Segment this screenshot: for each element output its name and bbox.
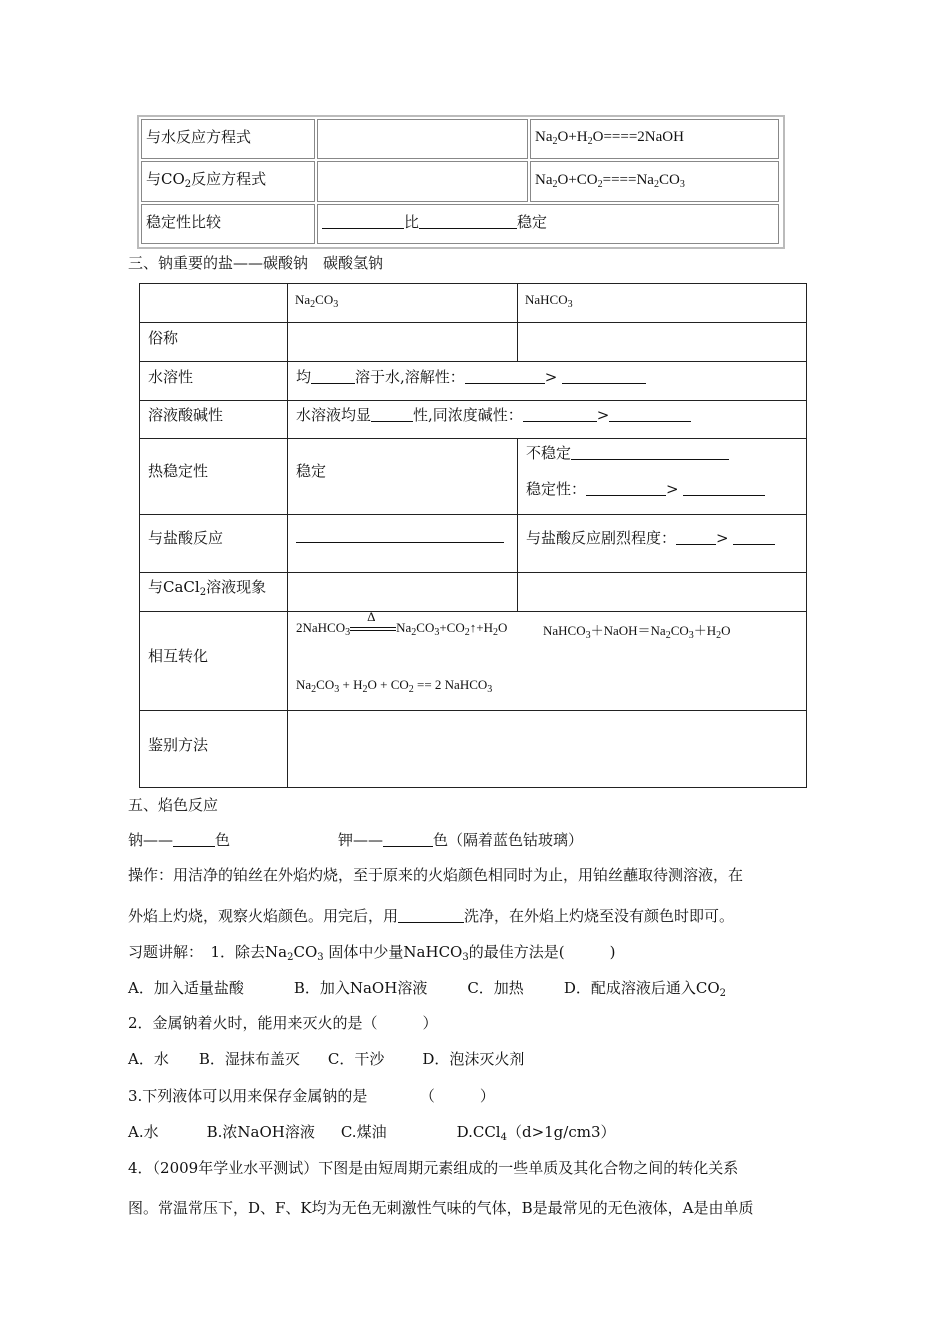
operation-line-2: 外焰上灼烧，观察火焰颜色。用完后，用 洗净，在外焰上灼烧至没有颜色时即可。 <box>128 907 735 925</box>
row-label-thermal: 热稳定性 <box>148 462 209 480</box>
thermal-nahco3-line2: 稳定性： > <box>526 478 765 499</box>
row-label-conversion: 相互转化 <box>148 647 209 665</box>
question-3: 3.下列液体可以用来保存金属钠的是 （ ） <box>128 1087 495 1105</box>
option-d: D．泡沫灭火剂 <box>422 1050 525 1068</box>
option-c: C．干沙 <box>327 1050 385 1068</box>
delta-symbol: Δ <box>367 609 376 625</box>
row-label-identify: 鉴别方法 <box>148 736 209 754</box>
conversion-equation-3: $Na_2CO_3 + H_2O + CO_2 == 2$ NaHCO$_3$ <box>296 677 493 695</box>
question-4-line-1: 4．（2009年学业水平测试）下图是由短周期元素组成的一些单质及其化合物之间的转化关系 <box>128 1159 739 1177</box>
question-2: 2．金属钠着火时，能用来灭火的是（ ） <box>128 1014 438 1032</box>
header-na2co3: $Na_2CO_3$ <box>295 292 339 310</box>
question-3-options <box>128 1121 616 1143</box>
table-cell-empty <box>317 119 528 159</box>
table-cell-stability: 比 稳定 <box>317 204 779 244</box>
section-title-3: 三、钠重要的盐——碳酸钠 碳酸氢钠 <box>128 254 384 272</box>
option-d: D.CCl$_4$（d>1g/cm3） <box>456 1123 616 1143</box>
row-label-acidbase: 溶液酸碱性 <box>148 406 224 424</box>
thermal-nahco3-line1: 不稳定 <box>526 442 729 463</box>
row-label-hcl: 与盐酸反应 <box>148 529 224 547</box>
thermal-na2co3: 稳定 <box>296 462 327 480</box>
hcl-na2co3-blank <box>296 527 504 545</box>
table-cell-equation: $Na_2O+H_2O====2NaOH$ <box>530 119 779 159</box>
table-cell-label: 与水反应方程式 <box>141 119 315 159</box>
option-c: C．加热 <box>467 979 524 997</box>
header-nahco3: NaHCO$_3$ <box>525 292 573 310</box>
option-b: B．湿抹布盖灭 <box>198 1050 300 1068</box>
section-title-5: 五、焰色反应 <box>128 796 219 814</box>
operation-line-1: 操作：用洁净的铂丝在外焰灼烧，至于原来的火焰颜色相同时为止，用铂丝蘸取待测溶液，在 <box>128 866 744 884</box>
conversion-equation-2: $NaHCO_3+NaOH=Na_2CO_3+H_2O$ <box>543 623 731 641</box>
table-cell-equation: $Na_2O+CO_2====Na_2CO_3$ <box>530 161 779 202</box>
table-cell-label: 与$CO_2$反应方程式 <box>141 161 315 202</box>
hcl-intensity: 与盐酸反应剧烈程度： > <box>526 527 775 548</box>
row-label-solubility: 水溶性 <box>148 368 194 386</box>
row-label-common-name: 俗称 <box>148 329 179 347</box>
question-2-options <box>128 1048 524 1069</box>
question-1: 习题讲解： 1．除去$Na_2CO_3$ 固体中少量NaHCO$_3$的最佳方法是( ) <box>128 943 616 963</box>
option-d: D．配成溶液后通入$CO_2$ <box>563 979 726 999</box>
option-c: C.煤油 <box>340 1123 387 1141</box>
comparison-table-top <box>137 115 785 249</box>
option-a: A．水 <box>128 1050 169 1068</box>
question-4-line-2: 图。常温常压下，D、F、K均为无色无刺激性气味的气体，B是最常见的无色液体，A是由单质 <box>128 1199 754 1217</box>
flame-colors: 钠—— 色 钾—— 色（隔着蓝色钴玻璃） <box>128 831 584 849</box>
option-a: A．加入适量盐酸 <box>128 979 244 997</box>
option-b: B.浓NaOH溶液 <box>206 1123 315 1141</box>
option-b: B．加入NaOH溶液 <box>293 979 428 997</box>
option-a: A.水 <box>128 1123 159 1141</box>
row-label-cacl2: 与CaCl$_2$溶液现象 <box>148 578 267 598</box>
conversion-equation-1: 2NaHCO$_3$ Δ $Na_2CO_3+CO_2↑+H_2O$ <box>296 609 508 638</box>
question-1-options <box>128 977 726 999</box>
acidbase-text: 水溶液均显 性,同浓度碱性： > <box>296 404 691 425</box>
table-cell-empty <box>317 161 528 202</box>
solubility-text: 均 溶于水,溶解性： > <box>296 366 646 387</box>
heating-arrow <box>350 609 396 635</box>
table-cell-label: 稳定性比较 <box>141 204 315 244</box>
